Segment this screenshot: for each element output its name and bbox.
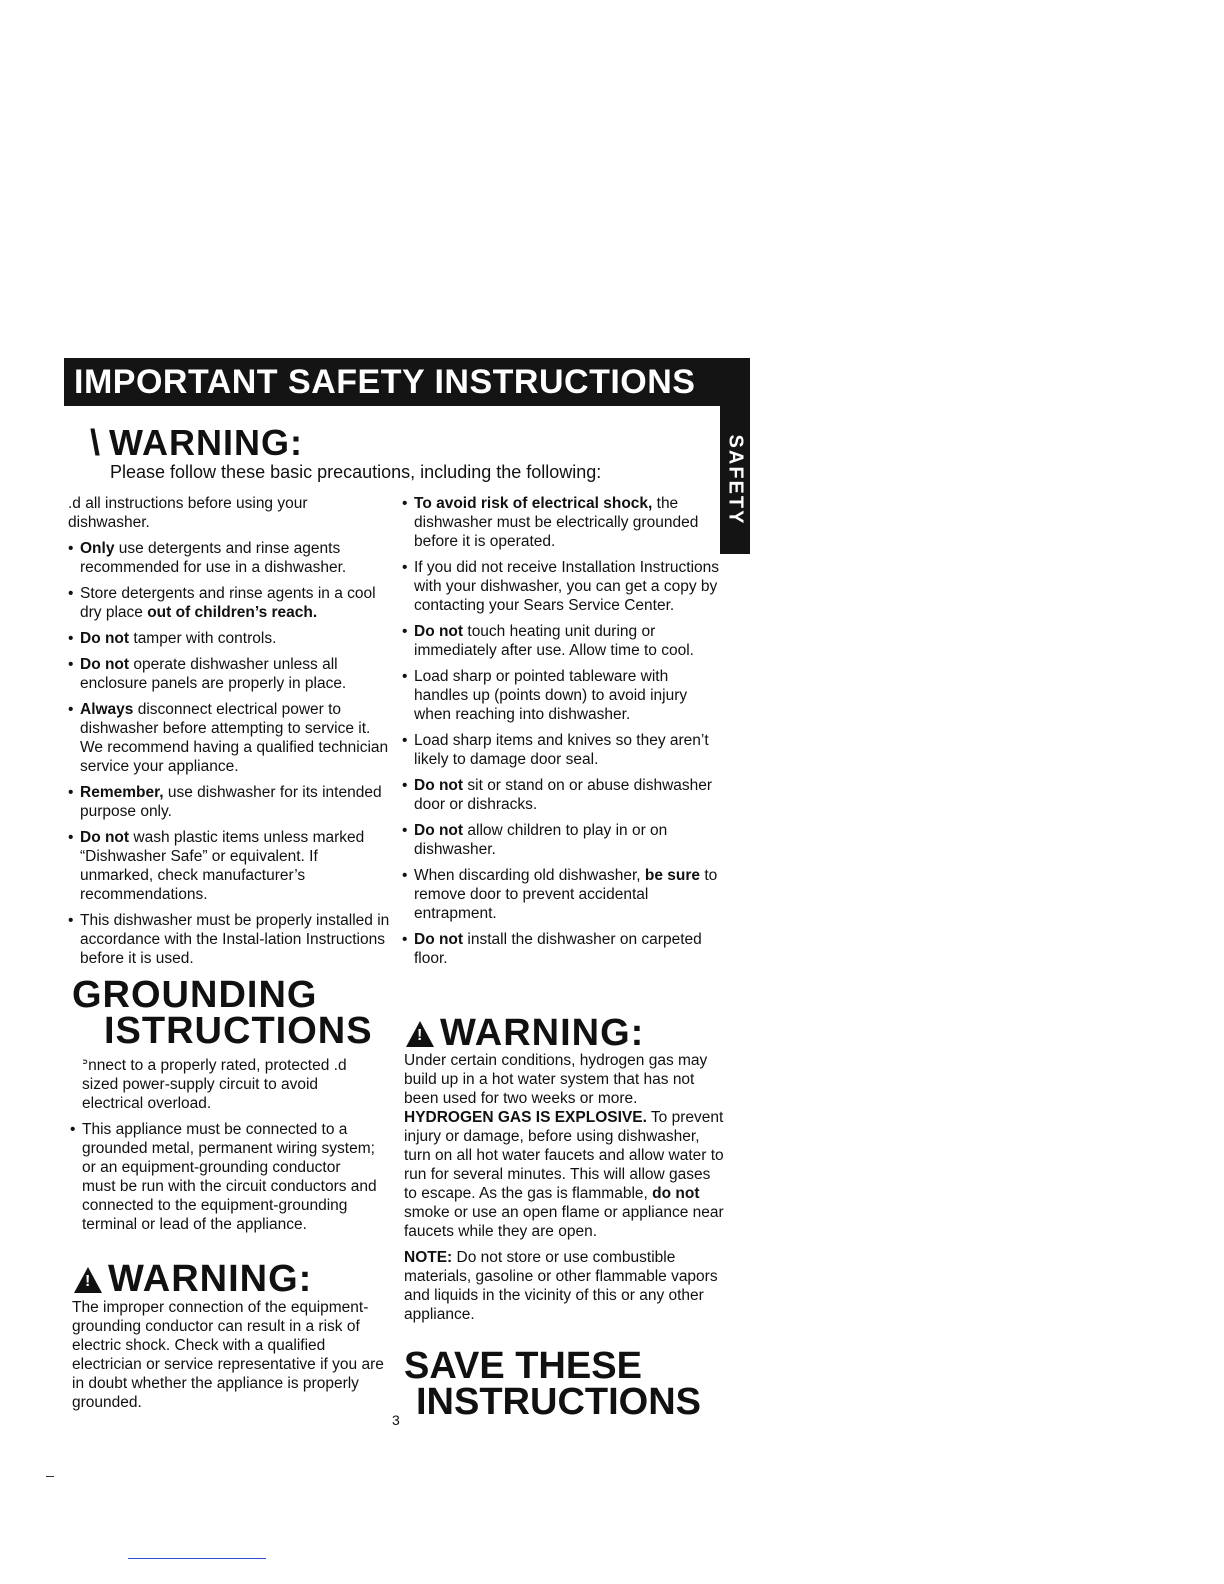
page-number: 3 <box>392 1412 400 1428</box>
warning-intro: Please follow these basic precautions, including the following: <box>110 462 602 482</box>
bottom-rule <box>128 1558 266 1559</box>
precaution-item: • Do not operate dishwasher unless all enclosure panels are properly in place. <box>68 655 390 693</box>
precaution-item: • Load sharp or pointed tableware with handles up (points down) to avoid injury when reaching into dishwasher. <box>402 667 720 724</box>
scan-mark <box>46 1476 54 1477</box>
precaution-item: • Remember, use dishwasher for its intended purpose only. <box>68 783 390 821</box>
precaution-item: • Do not tamper with controls. <box>68 629 390 648</box>
precaution-item: • This dishwasher must be properly installed in accordance with the Instal-lation Instructions before it is used. <box>68 911 390 968</box>
grounding-intro: ᐣnnect to a properly rated, protected .d sized power-supply circuit to avoid electrical overload. <box>82 1057 347 1112</box>
grounding-heading-line2: ISTRUCTIONS <box>104 1010 373 1052</box>
save-instructions-heading <box>404 1345 701 1423</box>
warning-text: The improper connection of the equipment-grounding conductor can result in a risk of electric shock. Check with a qualified electrician or service representative if you are in doubt whether the appliance is properly grounded. <box>72 1299 384 1411</box>
precaution-item: • Do not touch heating unit during or immediately after use. Allow time to cool. <box>402 622 720 660</box>
precaution-item: • Always disconnect electrical power to dishwasher before attempting to service it. We recommend having a qualified technician service your appliance. <box>68 700 390 776</box>
precaution-item: • To avoid risk of electrical shock, the dishwasher must be electrically grounded before it is operated. <box>402 494 720 551</box>
precaution-item: • Do not sit or stand on or abuse dishwasher door or dishracks. <box>402 776 720 814</box>
precaution-item: • Do not wash plastic items unless marked “Dishwasher Safe” or equivalent. If unmarked, check manufacturer’s recommendations. <box>68 828 390 904</box>
warning-heading-text: WARNING: <box>108 1258 313 1300</box>
precautions-column-2 <box>402 494 720 975</box>
precaution-item: • If you did not receive Installation Instructions with your dishwasher, you can get a copy by contacting your Sears Service Center. <box>402 558 720 615</box>
section-side-tab <box>720 406 750 554</box>
hydrogen-warning-text: Under certain conditions, hydrogen gas may build up in a hot water system that has not been used for two weeks or more. HYDROGEN GAS IS EXPLOSIVE. To prevent injury or damage, before using dishwasher, turn on all hot water faucets and allow water to run for several minutes. This will allow gases to escape. As the gas is flammable, do not smoke or use an open flame or appliance near faucets while they are open. <box>404 1052 724 1240</box>
grounding-warning-text <box>72 1298 390 1419</box>
precaution-item: • Load sharp items and knives so they aren’t likely to damage door seal. <box>402 731 720 769</box>
warning-heading-3 <box>406 1012 644 1055</box>
grounding-heading-line1: GROUNDING <box>72 974 318 1016</box>
page-banner: IMPORTANT SAFETY INSTRUCTIONS <box>64 358 750 406</box>
precaution-item: • Do not install the dishwasher on carpeted floor. <box>402 930 720 968</box>
side-tab-label: SAFETY <box>724 434 747 526</box>
warning-heading-text: WARNING: <box>109 422 303 463</box>
warning-heading-text: WARNING: <box>440 1012 645 1054</box>
precaution-item: • When discarding old dishwasher, be sure to remove door to prevent accidental entrapment. <box>402 866 720 923</box>
save-line-2: INSTRUCTIONS <box>416 1381 701 1423</box>
note-text: NOTE: Do not store or use combustible materials, gasoline or other flammable vapors and liquids in the vicinity of this or any other appliance. <box>404 1249 718 1323</box>
warning-heading-2 <box>74 1258 312 1301</box>
grounding-item: • This appliance must be connected to a grounded metal, permanent wiring system; or an equipment-grounding conductor must be run with the circuit conductors and connected to the equipment-grounding terminal or lead of the appliance. <box>70 1120 378 1234</box>
hydrogen-warning <box>404 1051 726 1331</box>
precaution-item: • Store detergents and rinse agents in a cool dry place out of children’s reach. <box>68 584 390 622</box>
warning-symbol: \ <box>90 422 102 463</box>
warning-triangle-icon <box>406 1021 434 1047</box>
grounding-section <box>82 1056 378 1241</box>
save-line-1: SAVE THESE <box>404 1345 642 1387</box>
precautions-column-1 <box>68 494 390 975</box>
precaution-item: • Do not allow children to play in or on dishwasher. <box>402 821 720 859</box>
warning-triangle-icon <box>74 1267 102 1293</box>
precaution-item: .d all instructions before using your dishwasher. <box>68 495 308 531</box>
precaution-item: • Only use detergents and rinse agents recommended for use in a dishwasher. <box>68 539 390 577</box>
warning-heading-1 <box>90 422 303 464</box>
